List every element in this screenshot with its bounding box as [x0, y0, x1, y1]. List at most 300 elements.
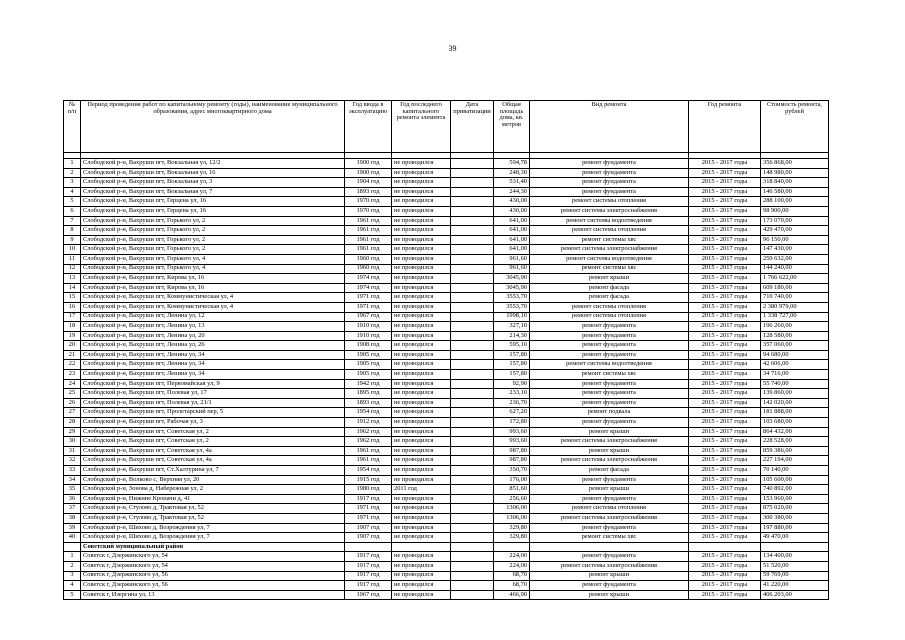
row-repair-type: ремонт системы хвс [530, 533, 689, 543]
row-privatization [451, 197, 494, 207]
row-area: 176,00 [494, 475, 530, 485]
row-last-repair: не проводился [392, 408, 451, 418]
row-number: 7 [64, 216, 81, 226]
row-repair-type: ремонт фундамента [530, 398, 689, 408]
row-number: 4 [64, 187, 81, 197]
row-last-repair: не проводился [392, 427, 451, 437]
row-year-built: 1907 год [345, 533, 392, 543]
row-last-repair: не проводился [392, 437, 451, 447]
row-last-repair: не проводился [392, 456, 451, 466]
row-area: 1998,10 [494, 312, 530, 322]
row-cost: 197 880,00 [761, 523, 829, 533]
row-repair-years: 2015 - 2017 годы [689, 187, 761, 197]
row-repair-type: ремонт фундамента [530, 389, 689, 399]
row-year-built: 1961 год [345, 245, 392, 255]
row-privatization [451, 418, 494, 428]
row-number: 5 [64, 197, 81, 207]
row-repair-years: 2015 - 2017 годы [689, 590, 761, 600]
row-repair-years: 2015 - 2017 годы [689, 408, 761, 418]
table-row [64, 350, 829, 360]
row-repair-type: ремонт системы отопления [530, 302, 689, 312]
row-year-built: 1960 год [345, 264, 392, 274]
row-year-built: 1971 год [345, 302, 392, 312]
row-privatization [451, 235, 494, 245]
row-area: 595,10 [494, 341, 530, 351]
table-row [64, 370, 829, 380]
row-year-built: 1960 год [345, 254, 392, 264]
row-privatization [451, 504, 494, 514]
row-address: Слободской р-н, Вахруши пгт, Горького ул, 2 [81, 216, 345, 226]
row-repair-years: 2015 - 2017 годы [689, 226, 761, 236]
table-row [64, 168, 829, 178]
row-last-repair: не проводился [392, 523, 451, 533]
row-repair-years: 2015 - 2017 годы [689, 254, 761, 264]
row-privatization [451, 513, 494, 523]
row-area: 157,80 [494, 370, 530, 380]
row-address: Слободской р-н, Вахруши пгт, Кирова ул, 16 [81, 283, 345, 293]
row-repair-type: ремонт системы электроснабжения [530, 456, 689, 466]
row-repair-type: ремонт фундамента [530, 475, 689, 485]
row-address: Слободской р-н, Вахруши пгт, Горького ул, 4 [81, 264, 345, 274]
row-last-repair: не проводился [392, 379, 451, 389]
row-repair-type: ремонт фундамента [530, 350, 689, 360]
row-repair-years: 2015 - 2017 годы [689, 379, 761, 389]
row-cost: 144 240,00 [761, 264, 829, 274]
row-privatization [451, 302, 494, 312]
row-year-built: 1954 год [345, 408, 392, 418]
row-area: 236,70 [494, 398, 530, 408]
row-privatization [451, 552, 494, 562]
row-repair-years: 2015 - 2017 годы [689, 283, 761, 293]
row-area: 987,80 [494, 446, 530, 456]
row-repair-type: ремонт системы отопления [530, 312, 689, 322]
row-repair-years: 2015 - 2017 годы [689, 341, 761, 351]
table-row [64, 312, 829, 322]
row-privatization [451, 370, 494, 380]
row-cost: 196 260,00 [761, 322, 829, 332]
table-row [64, 322, 829, 332]
row-last-repair: не проводился [392, 341, 451, 351]
row-number: 40 [64, 533, 81, 543]
row-privatization [451, 178, 494, 188]
row-number: 28 [64, 418, 81, 428]
row-address: Советск г, Дзержинского ул, 56 [81, 581, 345, 591]
row-repair-years: 2015 - 2017 годы [689, 264, 761, 274]
table-row [64, 494, 829, 504]
row-address: Слободской р-н, Вахруши пгт, Советская ул, 2 [81, 437, 345, 447]
table-row [64, 283, 829, 293]
row-number: 11 [64, 254, 81, 264]
row-year-built: 1962 год [345, 427, 392, 437]
header-num: № п/п [64, 101, 81, 153]
row-last-repair: не проводился [392, 571, 451, 581]
row-number: 32 [64, 456, 81, 466]
row-last-repair: не проводился [392, 350, 451, 360]
table-row [64, 475, 829, 485]
row-last-repair: не проводился [392, 322, 451, 332]
row-repair-years: 2015 - 2017 годы [689, 494, 761, 504]
row-number: 38 [64, 513, 81, 523]
row-area: 1306,00 [494, 504, 530, 514]
row-repair-type: ремонт системы водоотведения [530, 216, 689, 226]
row-repair-type: ремонт системы хвс [530, 264, 689, 274]
row-number: 31 [64, 446, 81, 456]
row-repair-type: ремонт системы электроснабжения [530, 245, 689, 255]
row-cost: 357 060,00 [761, 341, 829, 351]
row-cost: 356 868,00 [761, 159, 829, 169]
row-repair-type: ремонт фундамента [530, 418, 689, 428]
row-area: 961,60 [494, 254, 530, 264]
table-row [64, 389, 829, 399]
row-area: 68,70 [494, 581, 530, 591]
row-cost: 94 680,00 [761, 350, 829, 360]
row-area: 157,80 [494, 360, 530, 370]
row-area: 68,70 [494, 571, 530, 581]
row-last-repair: не проводился [392, 418, 451, 428]
row-last-repair: не проводился [392, 206, 451, 216]
row-cost: 173 070,00 [761, 216, 829, 226]
row-number: 15 [64, 293, 81, 303]
row-address: Слободской р-н, Вахруши пгт, Ленина ул, 34 [81, 370, 345, 380]
row-privatization [451, 408, 494, 418]
row-privatization [451, 322, 494, 332]
table-row [64, 418, 829, 428]
row-privatization [451, 350, 494, 360]
row-address: Слободской р-н, Вахруши пгт, Советская ул, 2 [81, 427, 345, 437]
row-privatization [451, 245, 494, 255]
table-row [64, 590, 829, 600]
row-area: 329,80 [494, 533, 530, 543]
row-number: 34 [64, 475, 81, 485]
section-header-row [64, 542, 829, 552]
row-area: 430,00 [494, 206, 530, 216]
header-repair-type: Вид ремонта [530, 101, 689, 153]
table-row [64, 398, 829, 408]
row-repair-years: 2015 - 2017 годы [689, 581, 761, 591]
row-repair-type: ремонт системы водоотведения [530, 254, 689, 264]
row-repair-years: 2015 - 2017 годы [689, 561, 761, 571]
row-cost: 103 680,00 [761, 418, 829, 428]
row-area: 172,80 [494, 418, 530, 428]
table-row [64, 427, 829, 437]
table-header [64, 101, 829, 159]
row-address: Слободской р-н, Вахруши пгт, Ленина ул, 34 [81, 350, 345, 360]
row-year-built: 1961 год [345, 446, 392, 456]
row-repair-type: ремонт фундамента [530, 178, 689, 188]
row-area: 244,30 [494, 187, 530, 197]
row-repair-type: ремонт крыши [530, 590, 689, 600]
row-address: Слободской р-н, Вахруши пгт, Советская ул, 4а [81, 456, 345, 466]
row-cost: 406 203,00 [761, 590, 829, 600]
row-privatization [451, 206, 494, 216]
row-privatization [451, 523, 494, 533]
row-number: 37 [64, 504, 81, 514]
row-cost: 288 100,00 [761, 197, 829, 207]
row-privatization [451, 494, 494, 504]
table-row [64, 379, 829, 389]
row-address: Слободской р-н, Вахруши пгт, Коммунистическая ул, 4 [81, 302, 345, 312]
row-repair-years: 2015 - 2017 годы [689, 475, 761, 485]
row-cost: 41 220,00 [761, 581, 829, 591]
row-number: 22 [64, 360, 81, 370]
row-cost: 49 470,00 [761, 533, 829, 543]
row-repair-type: ремонт крыши [530, 274, 689, 284]
row-address: Слободской р-н, Вахруши пгт, Первомайская ул, 9 [81, 379, 345, 389]
table-row [64, 571, 829, 581]
row-last-repair: не проводился [392, 283, 451, 293]
row-privatization [451, 168, 494, 178]
row-year-built: 1905 год [345, 370, 392, 380]
row-privatization [451, 561, 494, 571]
row-repair-years: 2015 - 2017 годы [689, 168, 761, 178]
row-address: Слободской р-н, Вахруши пгт, Герцена ул, 16 [81, 206, 345, 216]
row-repair-type: ремонт фундамента [530, 187, 689, 197]
row-repair-type: ремонт фундамента [530, 322, 689, 332]
row-address: Слободской р-н, Стулово д, Трактовая ул, 52 [81, 513, 345, 523]
row-privatization [451, 456, 494, 466]
row-address: Слободской р-н, Вахруши пгт, Горького ул, 2 [81, 226, 345, 236]
row-last-repair: не проводился [392, 331, 451, 341]
row-address: Слободской р-н, Вахруши пгт, Ленина ул, 26 [81, 341, 345, 351]
row-year-built: 1900 год [345, 159, 392, 169]
row-year-built: 1961 год [345, 226, 392, 236]
row-area: 641,00 [494, 226, 530, 236]
row-repair-type: ремонт фундамента [530, 159, 689, 169]
row-repair-type: ремонт системы электроснабжения [530, 206, 689, 216]
table-row [64, 552, 829, 562]
row-privatization [451, 398, 494, 408]
row-year-built: 1942 год [345, 379, 392, 389]
row-repair-type: ремонт системы отопления [530, 226, 689, 236]
row-year-built: 1980 год [345, 485, 392, 495]
row-year-built: 1910 год [345, 322, 392, 332]
row-repair-years: 2015 - 2017 годы [689, 312, 761, 322]
row-number: 2 [64, 168, 81, 178]
row-privatization [451, 533, 494, 543]
row-number: 27 [64, 408, 81, 418]
header-privatization: Дата приватизации [451, 101, 494, 153]
row-repair-type: ремонт фасада [530, 466, 689, 476]
row-year-built: 1970 год [345, 197, 392, 207]
row-repair-years: 2015 - 2017 годы [689, 274, 761, 284]
table-row [64, 561, 829, 571]
row-repair-type: ремонт системы электроснабжения [530, 561, 689, 571]
row-cost: 139 860,00 [761, 389, 829, 399]
row-last-repair: не проводился [392, 389, 451, 399]
row-cost: 429 470,00 [761, 226, 829, 236]
row-last-repair: не проводился [392, 245, 451, 255]
table-row [64, 513, 829, 523]
header-area: Общая площадь дома, кв. метров [494, 101, 530, 153]
row-cost: 98 900,00 [761, 206, 829, 216]
table-row [64, 446, 829, 456]
row-number: 26 [64, 398, 81, 408]
row-repair-years: 2015 - 2017 годы [689, 418, 761, 428]
row-privatization [451, 485, 494, 495]
row-privatization [451, 254, 494, 264]
row-year-built: 1962 год [345, 437, 392, 447]
row-address: Слободской р-н, Вахруши пгт, Рабочая ул, 3 [81, 418, 345, 428]
row-repair-type: ремонт системы электроснабжения [530, 513, 689, 523]
header-last-repair: Год последнего капитального ремонта элемента [392, 101, 451, 153]
row-number: 17 [64, 312, 81, 322]
row-repair-type: ремонт фундамента [530, 552, 689, 562]
row-cost: 859 386,00 [761, 446, 829, 456]
row-area: 987,80 [494, 456, 530, 466]
row-last-repair: не проводился [392, 302, 451, 312]
row-repair-type: ремонт фундамента [530, 581, 689, 591]
row-number: 14 [64, 283, 81, 293]
row-area: 1306,00 [494, 513, 530, 523]
row-year-built: 1905 год [345, 350, 392, 360]
row-address: Слободской р-н, Вахруши пгт, Ленина ул, 34 [81, 360, 345, 370]
table-row [64, 254, 829, 264]
row-repair-years: 2015 - 2017 годы [689, 370, 761, 380]
row-address: Слободской р-н, Вахруши пгт, Советская ул, 4а [81, 446, 345, 456]
row-year-built: 1912 год [345, 418, 392, 428]
row-cost: 70 140,00 [761, 466, 829, 476]
row-address: Слободской р-н, Волково с, Верхняя ул, 20 [81, 475, 345, 485]
row-cost: 300 380,00 [761, 513, 829, 523]
row-privatization [451, 475, 494, 485]
row-cost: 146 580,00 [761, 187, 829, 197]
row-last-repair: не проводился [392, 159, 451, 169]
row-privatization [451, 379, 494, 389]
row-privatization [451, 187, 494, 197]
table-row [64, 274, 829, 284]
table-row [64, 360, 829, 370]
row-year-built: 1895 год [345, 389, 392, 399]
row-year-built: 1971 год [345, 293, 392, 303]
row-repair-years: 2015 - 2017 годы [689, 206, 761, 216]
row-area: 531,40 [494, 178, 530, 188]
row-number: 21 [64, 350, 81, 360]
row-privatization [451, 389, 494, 399]
row-number: 4 [64, 581, 81, 591]
row-year-built: 1915 год [345, 475, 392, 485]
row-area: 3553,70 [494, 293, 530, 303]
row-repair-type: ремонт крыши [530, 485, 689, 495]
row-number: 3 [64, 571, 81, 581]
row-repair-years: 2015 - 2017 годы [689, 446, 761, 456]
row-number: 2 [64, 561, 81, 571]
row-cost: 318 840,00 [761, 178, 829, 188]
row-address: Советск г, Дзержинского ул, 56 [81, 571, 345, 581]
row-year-built: 1917 год [345, 552, 392, 562]
table-row [64, 533, 829, 543]
row-repair-type: ремонт фундамента [530, 494, 689, 504]
row-year-built: 1971 год [345, 504, 392, 514]
row-year-built: 1971 год [345, 513, 392, 523]
row-address: Слободской р-н, Вахруши пгт, Горького ул, 2 [81, 245, 345, 255]
row-area: 641,00 [494, 245, 530, 255]
row-privatization [451, 293, 494, 303]
row-year-built: 1904 год [345, 178, 392, 188]
row-address: Слободской р-н, Вахруши пгт, Кирова ул, 16 [81, 274, 345, 284]
table-row [64, 581, 829, 591]
row-last-repair: не проводился [392, 187, 451, 197]
repair-table [63, 100, 829, 600]
row-cost: 96 150,00 [761, 235, 829, 245]
table-row [64, 331, 829, 341]
row-last-repair: не проводился [392, 590, 451, 600]
row-privatization [451, 427, 494, 437]
row-number: 16 [64, 302, 81, 312]
row-year-built: 1917 год [345, 494, 392, 504]
row-repair-years: 2015 - 2017 годы [689, 331, 761, 341]
row-last-repair: не проводился [392, 216, 451, 226]
row-repair-years: 2015 - 2017 годы [689, 302, 761, 312]
header-year-built: Год ввода в эксплуатацию [345, 101, 392, 153]
table-row [64, 466, 829, 476]
row-number: 30 [64, 437, 81, 447]
row-area: 430,00 [494, 197, 530, 207]
row-privatization [451, 159, 494, 169]
row-area: 641,00 [494, 216, 530, 226]
row-last-repair: не проводился [392, 312, 451, 322]
row-address: Слободской р-н, Вахруши пгт, Герцена ул, 16 [81, 197, 345, 207]
row-year-built: 1893 год [345, 187, 392, 197]
row-repair-type: ремонт фундамента [530, 379, 689, 389]
table-row [64, 178, 829, 188]
row-cost: 42 606,00 [761, 360, 829, 370]
row-address: Слободской р-н, Вахруши пгт, Вокзальная ул, 3 [81, 178, 345, 188]
row-last-repair: не проводился [392, 360, 451, 370]
row-number: 13 [64, 274, 81, 284]
row-year-built: 1961 год [345, 235, 392, 245]
row-cost: 227 194,00 [761, 456, 829, 466]
row-privatization [451, 360, 494, 370]
row-repair-years: 2015 - 2017 годы [689, 159, 761, 169]
row-year-built: 1970 год [345, 206, 392, 216]
row-privatization [451, 216, 494, 226]
header-cost: Стоимость ремонта, рублей [761, 101, 829, 153]
row-last-repair: не проводился [392, 533, 451, 543]
row-repair-type: ремонт фундамента [530, 341, 689, 351]
row-last-repair: не проводился [392, 561, 451, 571]
row-cost: 59 769,00 [761, 571, 829, 581]
row-cost: 55 740,00 [761, 379, 829, 389]
row-last-repair: не проводился [392, 235, 451, 245]
row-area: 92,90 [494, 379, 530, 389]
row-number: 33 [64, 466, 81, 476]
row-last-repair: не проводился [392, 398, 451, 408]
row-number: 25 [64, 389, 81, 399]
row-cost: 34 716,00 [761, 370, 829, 380]
row-area: 993,60 [494, 427, 530, 437]
row-number: 1 [64, 159, 81, 169]
row-address: Слободской р-н, Вахруши пгт, Коммунистическая ул, 4 [81, 293, 345, 303]
row-number: 6 [64, 206, 81, 216]
row-repair-years: 2015 - 2017 годы [689, 389, 761, 399]
row-last-repair: не проводился [392, 513, 451, 523]
row-repair-years: 2015 - 2017 годы [689, 322, 761, 332]
row-repair-type: ремонт крыши [530, 571, 689, 581]
row-year-built: 1910 год [345, 331, 392, 341]
row-last-repair: не проводился [392, 226, 451, 236]
table-row [64, 341, 829, 351]
row-area: 961,60 [494, 264, 530, 274]
row-last-repair: не проводился [392, 475, 451, 485]
row-address: Слободской р-н, Вахруши пгт, Горького ул, 2 [81, 235, 345, 245]
row-repair-type: ремонт крыши [530, 427, 689, 437]
row-last-repair: не проводился [392, 370, 451, 380]
row-address: Слободской р-н, Шихово д, Возрождения ул, 7 [81, 533, 345, 543]
row-number: 20 [64, 341, 81, 351]
row-number: 23 [64, 370, 81, 380]
header-address: Период проведения работ по капитальному ремонту (годы), наименование муниципального образования, адрес многоквартирного дома [81, 101, 345, 153]
row-address: Слободской р-н, Зонова д, Набережная ул, 2 [81, 485, 345, 495]
